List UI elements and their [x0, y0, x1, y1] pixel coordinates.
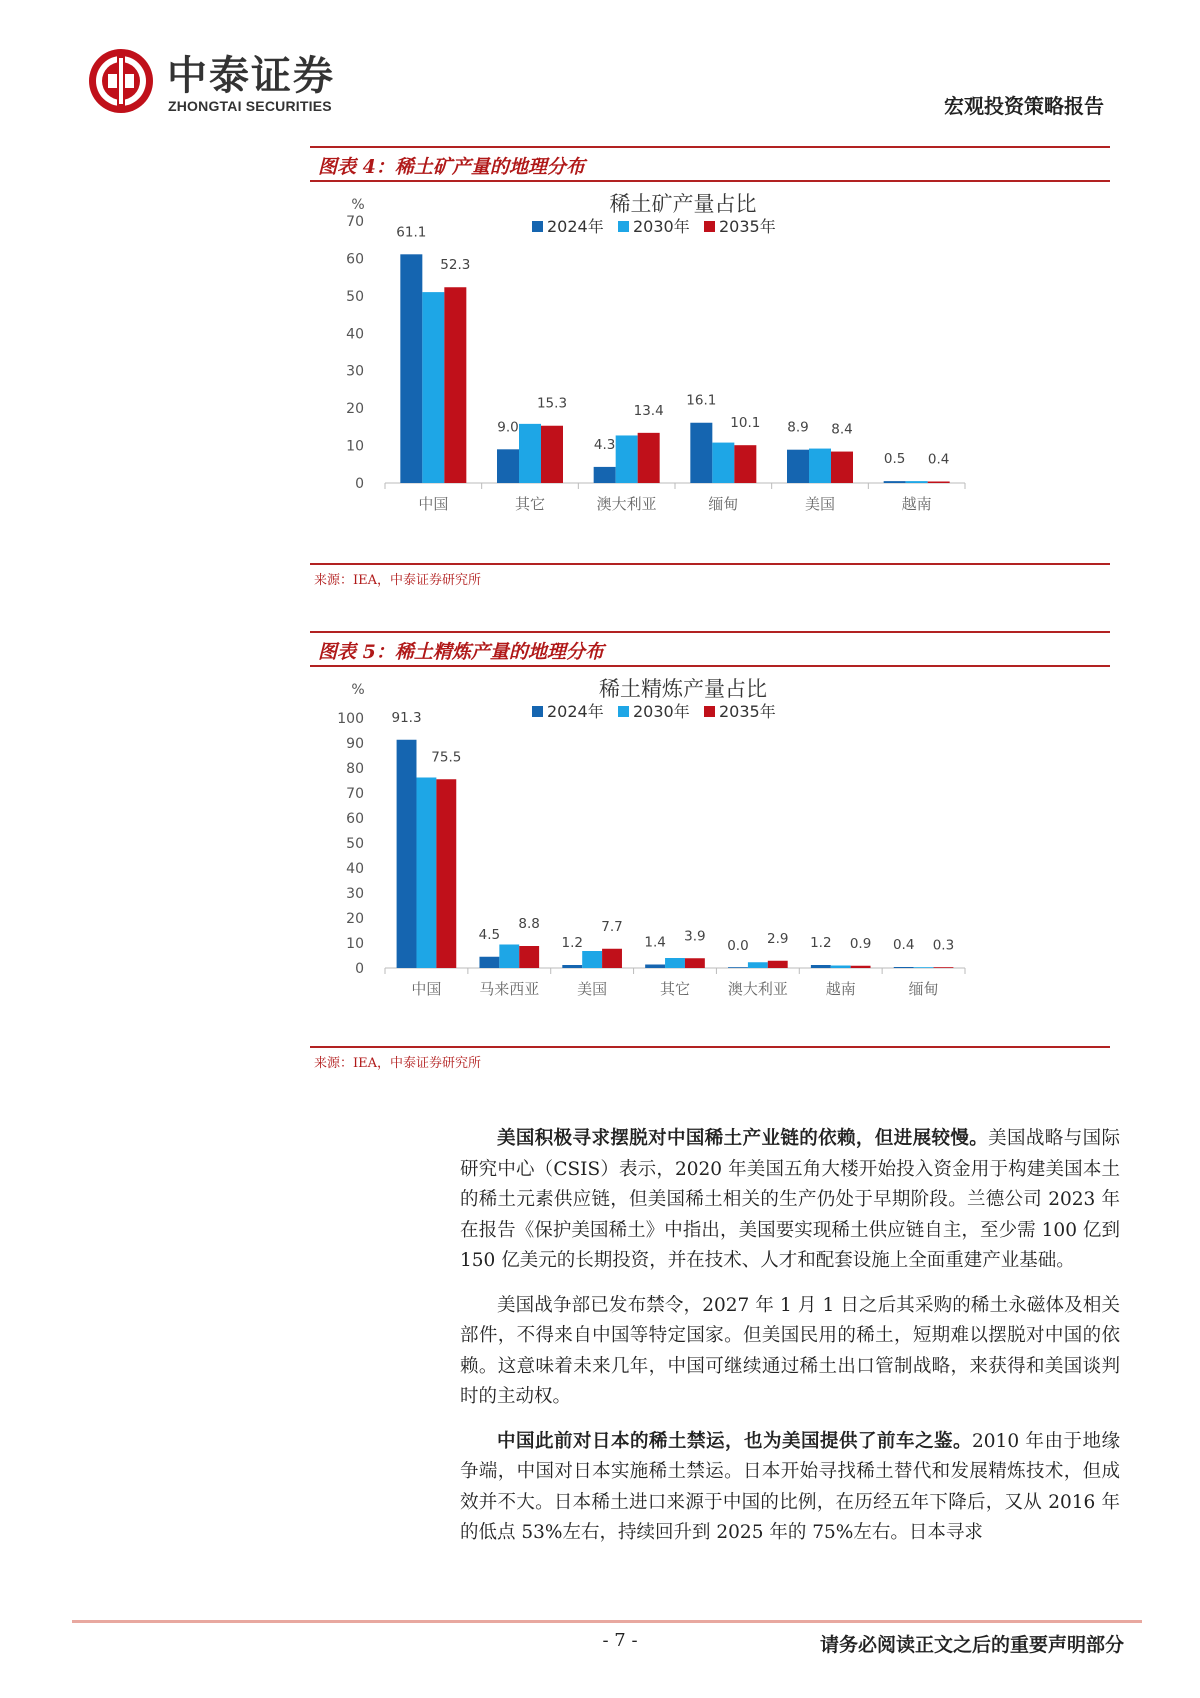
legend-label: 2030年: [633, 217, 690, 236]
y-tick-label: 50: [346, 288, 364, 305]
bar: [685, 958, 705, 968]
legend-label: 2030年: [633, 702, 690, 721]
x-tick-label: 中国: [411, 980, 442, 998]
company-name-cn: 中泰证券: [167, 53, 335, 99]
bar: [811, 965, 831, 968]
x-tick-label: 美国: [804, 495, 836, 513]
y-tick-label: 0: [355, 476, 364, 492]
bar: [712, 443, 734, 483]
figure4-source: 来源：IEA，中泰证券研究所: [314, 573, 482, 588]
bar: [734, 445, 756, 483]
data-label: 13.4: [633, 402, 664, 419]
bar: [728, 967, 748, 968]
figure5-title: 图表 5：稀土精炼产量的地理分布: [318, 641, 604, 663]
bar: [616, 435, 638, 483]
x-tick-label: 澳大利亚: [596, 495, 657, 513]
paragraph-1: [460, 1124, 1120, 1277]
bar: [582, 951, 602, 968]
x-tick-label: 澳大利亚: [727, 980, 788, 998]
data-label: 52.3: [440, 257, 471, 274]
bar: [851, 966, 871, 968]
data-label: 0.4: [927, 451, 950, 468]
figure4-title-rule: [310, 180, 1110, 182]
data-label: 1.2: [561, 935, 583, 951]
bar: [768, 961, 788, 968]
chart-title: 稀土矿产量占比: [609, 192, 757, 216]
paragraph-3-lead: 中国此前对日本的稀土禁运，也为美国提供了前车之鉴。: [497, 1430, 973, 1452]
x-tick-label: 中国: [418, 495, 449, 513]
report-type: 宏观投资策略报告: [944, 94, 1104, 118]
bar: [645, 965, 665, 969]
data-label: 4.5: [478, 926, 501, 943]
page-number: - 7 -: [602, 1630, 638, 1651]
y-tick-label: 40: [346, 326, 364, 343]
body-text: [460, 1124, 1120, 1563]
data-label: 0.3: [932, 937, 955, 954]
bar: [787, 450, 809, 483]
bar: [914, 967, 934, 968]
bar: [499, 945, 519, 969]
data-label: 8.9: [787, 419, 809, 436]
data-label: 16.1: [686, 392, 717, 409]
bar: [906, 481, 928, 483]
bar: [690, 423, 712, 483]
data-label: 0.4: [892, 937, 915, 953]
bar: [400, 254, 422, 483]
legend-label: 2035年: [719, 702, 776, 721]
paragraph-2: [460, 1291, 1120, 1413]
legend-label: 2035年: [719, 217, 776, 236]
y-tick-label: 60: [346, 251, 364, 268]
x-tick-label: 越南: [901, 495, 932, 513]
legend-swatch: [618, 221, 629, 232]
bar: [497, 449, 519, 483]
paragraph-1-lead: 美国积极寻求摆脱对中国稀土产业链的依赖，但进展较慢。: [497, 1128, 989, 1149]
y-tick-label: 10: [346, 936, 364, 952]
bar: [594, 467, 616, 483]
y-tick-label: 30: [346, 363, 364, 380]
bar: [479, 957, 499, 968]
bar: [665, 958, 685, 968]
chart-title: 稀土精炼产量占比: [599, 677, 767, 701]
bar: [934, 967, 954, 968]
bar: [809, 449, 831, 483]
data-label: 91.3: [391, 709, 422, 726]
y-tick-label: 0: [355, 961, 364, 977]
data-label: 1.2: [810, 935, 832, 951]
bar: [748, 962, 768, 968]
y-tick-label: 80: [346, 761, 364, 777]
x-tick-label: 马来西亚: [479, 980, 540, 998]
bar: [602, 949, 622, 968]
figure4-top-rule: [310, 146, 1110, 148]
company-name-en: ZHONGTAI SECURITIES: [168, 98, 332, 114]
data-label: 0.9: [849, 935, 872, 952]
y-tick-label: 40: [346, 861, 364, 877]
data-label: 8.4: [831, 421, 853, 438]
data-label: 7.7: [601, 918, 623, 935]
bar: [444, 287, 466, 483]
y-tick-label: 30: [346, 886, 364, 902]
data-label: 0.0: [727, 938, 749, 954]
figure4-bottom-rule: [310, 563, 1110, 565]
bar: [397, 740, 417, 968]
bar: [519, 424, 541, 483]
bar: [831, 966, 851, 969]
y-tick-label: 10: [346, 438, 364, 455]
figure4-title: 图表 4：稀土矿产量的地理分布: [318, 156, 585, 178]
bar: [562, 965, 582, 968]
bar: [519, 946, 539, 968]
y-tick-label: 70: [346, 786, 364, 802]
bar: [416, 778, 436, 969]
paragraph-3: [460, 1427, 1120, 1549]
footer-rule: [72, 1620, 1142, 1623]
y-tick-label: 60: [346, 811, 364, 827]
x-tick-label: 其它: [514, 495, 546, 513]
legend-swatch: [532, 221, 543, 232]
bar: [541, 426, 563, 483]
x-tick-label: 越南: [825, 980, 856, 998]
legend-label: 2024年: [547, 217, 604, 236]
data-label: 75.5: [431, 749, 462, 766]
figure5-source: 来源：IEA，中泰证券研究所: [314, 1056, 482, 1071]
legend-swatch: [704, 221, 715, 232]
paragraph-1-text: 美国战略与国际研究中心（CSIS）表示，2020 年美国五角大楼开始投入资金用于构建美国本土的稀土元素供应链，但美国稀土相关的生产仍处于早期阶段。兰德公司 2023 年在报告《保护美国稀土》中指出，美国要实现稀土供应链自主，至少需 100 亿到 150 亿美元的长期投资，并在技术、人才和配套设施上全面重建产业基础。: [460, 1128, 1120, 1271]
figure5-bottom-rule: [310, 1046, 1110, 1048]
bar: [831, 452, 853, 483]
data-label: 10.1: [730, 415, 761, 432]
x-tick-label: 美国: [577, 980, 608, 998]
y-tick-label: 70: [346, 214, 364, 230]
bar: [422, 292, 444, 483]
data-label: 3.9: [684, 928, 706, 945]
figure5-chart: [337, 670, 1060, 1040]
x-tick-label: 缅甸: [908, 980, 939, 998]
paragraph-2-text: 美国战争部已发布禁令，2027 年 1 月 1 日之后其采购的稀土永磁体及相关部件，不得来自中国等特定国家。但美国民用的稀土，短期难以摆脱对中国的依赖。这意味着未来几年，中国可继续通过稀土出口管制战略，来获得和美国谈判时的主动权。: [460, 1294, 1120, 1407]
y-tick-label: 20: [346, 911, 364, 927]
y-tick-label: 100: [337, 711, 364, 727]
legend-label: 2024年: [547, 702, 604, 721]
bar: [928, 482, 950, 483]
data-label: 61.1: [396, 224, 427, 241]
y-axis-unit: %: [351, 682, 365, 698]
data-label: 1.4: [644, 934, 666, 951]
footer-disclaimer: 请务必阅读正文之后的重要声明部分: [819, 1634, 1124, 1656]
company-logo-icon: [86, 46, 156, 116]
legend-swatch: [532, 706, 543, 717]
data-label: 15.3: [536, 395, 568, 412]
data-label: 0.5: [883, 451, 906, 468]
data-label: 8.8: [518, 916, 540, 932]
x-tick-label: 缅甸: [708, 495, 739, 513]
y-tick-label: 90: [346, 736, 364, 752]
x-tick-label: 其它: [659, 980, 691, 998]
data-label: 2.9: [767, 930, 789, 947]
y-axis-unit: %: [351, 197, 365, 213]
data-label: 9.0: [497, 419, 519, 436]
legend-swatch: [704, 706, 715, 717]
bar: [884, 481, 906, 483]
figure5-top-rule: [310, 631, 1110, 633]
bar: [638, 433, 660, 483]
legend-swatch: [618, 706, 629, 717]
y-tick-label: 50: [346, 836, 364, 852]
paragraph-3-text: 2010 年由于地缘争端，中国对日本实施稀土禁运。日本开始寻找稀土替代和发展精炼技术，但成效并不大。日本稀土进口来源于中国的比例，在历经五年下降后，又从 2016 年的低点 53%左右，持续回升到 2025 年的 75%左右。日本寻求: [460, 1430, 1120, 1543]
bar: [894, 967, 914, 968]
figure4-chart: [340, 185, 1060, 560]
y-tick-label: 20: [346, 401, 364, 418]
bar: [436, 779, 456, 968]
data-label: 4.3: [593, 436, 616, 453]
figure5-title-rule: [310, 665, 1110, 667]
